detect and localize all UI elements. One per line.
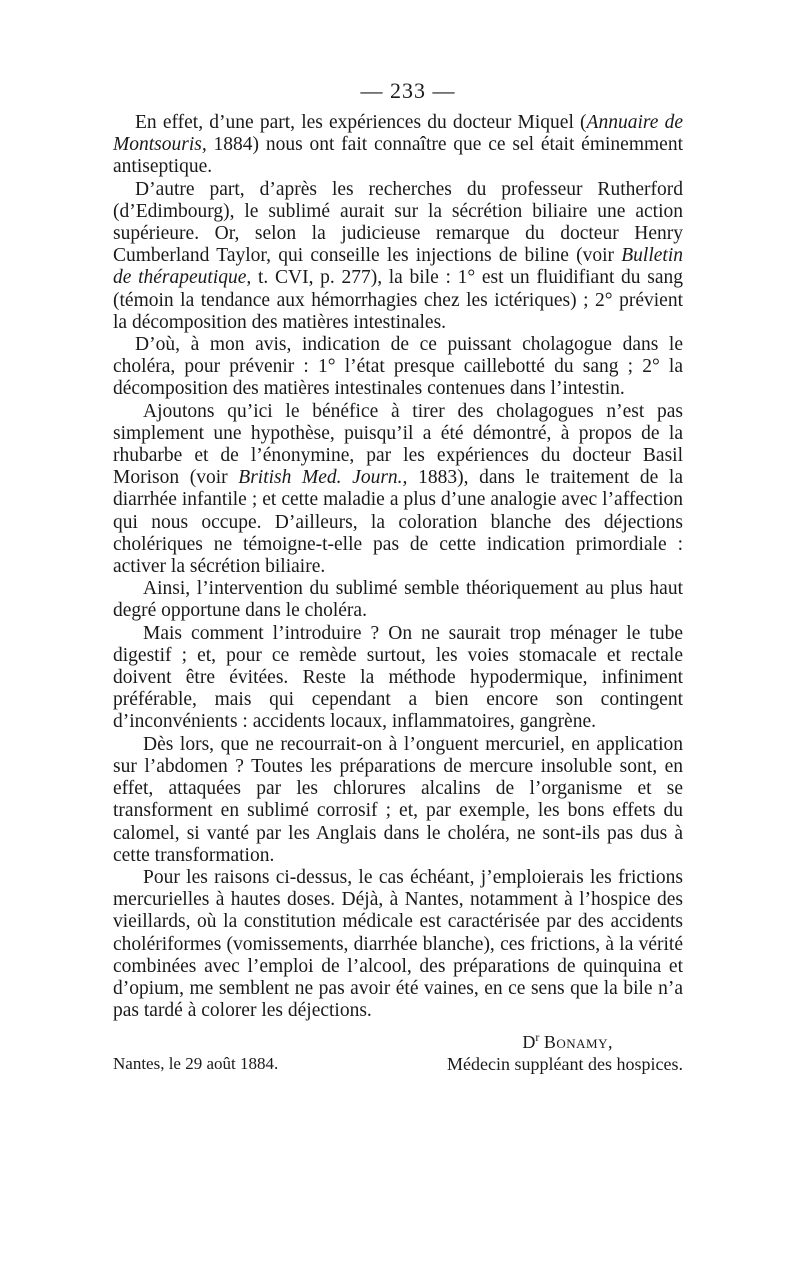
page-number: — 233 —: [360, 78, 456, 103]
author-name: $D^r$ Bonamy,: [522, 1030, 613, 1053]
paragraph-6: Mais comment l’introduire ? On ne saurait trop ménager le tube digestif ; et, pour ce remède surtout, les voies stomacale et rectale doivent être évitées. Reste la méthode hypodermique, infiniment préférable, mais qui cependant a bien encore son contingent d’inconvénients : accidents locaux, inflammatoires, gangrène.: [113, 622, 683, 733]
paragraph-2: D’autre part, d’après les recherches du professeur Rutherford (d’Edimbourg), le sublimé aurait sur la sécrétion biliaire une action supérieure. Or, selon la judicieuse remarque du docteur Henry Cumberland Taylor, qui conseille les injections de biline (voir Bulletin de thérapeutique, t. CVI, p. 277), la bile : 1° est un fluidifiant du sang (témoin la tendance aux hémorrhagies chez les ictériques) ; 2° prévient la décomposition des matières intestinales.: [113, 178, 683, 333]
paragraph-8: Pour les raisons ci-dessus, le cas échéant, j’emploierais les frictions mercurielles à hautes doses. Déjà, à Nantes, notamment à l’hospice des vieillards, où la constitution médicale est caractérisée par des accidents cholériformes (vomissements, diarrhée blanche), ces frictions, à la vérité combinées avec l’emploi de l’alcool, des préparations de quinquina et d’opium, me semblent ne pas avoir été vaines, en ce sens que la bile n’a pas tardé à colorer les déjections.: [113, 866, 683, 1022]
journal-title: British Med. Journ.,: [238, 467, 408, 489]
signature-row: [113, 1053, 683, 1075]
signature-block: [113, 1026, 683, 1075]
paragraph-4: Ajoutons qu’ici le bénéfice à tirer des cholagogues n’est pas simplement une hypothèse, puisqu’il a été démontré, à propos de la rhubarbe et de l’énonymine, par les expériences du docteur Basil Morison (voir British Med. Journ., 1883), dans le traitement de la diarrhée infantile ; et cette maladie a plus d’une analogie avec l’affection qui nous occupe. D’ailleurs, la coloration blanche des déjections cholériques ne témoigne-t-elle pas de cette indication primordiale : activer la sécrétion biliaire.: [113, 400, 684, 578]
journal-title: Bulletin de thérapeutique,: [113, 245, 683, 289]
paragraph-7: Dès lors, que ne recourrait-on à l’onguent mercuriel, en application sur l’abdomen ? Toutes les préparations de mercure insoluble sont, en effet, attaquées par les chlorures alcalins de l’organisme et se transforment en sublimé corrosif ; et, par exemple, les bons effets du calomel, si vanté par les Anglais dans le choléra, ne sont-ils pas dus à cette transformation.: [113, 733, 683, 866]
paragraph-1: En effet, d’une part, les expériences du docteur Miquel (Annuaire de Montsouris, 1884) nous ont fait connaître que ce sel était éminemment antiseptique.: [113, 112, 683, 178]
paragraph-3: D’où, à mon avis, indication de ce puissant cholagogue dans le choléra, pour prévenir : 1° l’état presque caillebotté du sang ; 2° la décomposition des matières intestinales contenues dans l’intestin.: [113, 334, 683, 400]
journal-title: Annuaire de Montsouris,: [113, 112, 683, 156]
paragraph-5: Ainsi, l’intervention du sublimé semble théoriquement au plus haut degré opportune dans le choléra.: [113, 578, 683, 622]
place-date: Nantes, le 29 août 1884.: [113, 1054, 279, 1074]
author-role: Médecin suppléant des hospices.: [447, 1054, 683, 1075]
document-page: [113, 78, 683, 1075]
